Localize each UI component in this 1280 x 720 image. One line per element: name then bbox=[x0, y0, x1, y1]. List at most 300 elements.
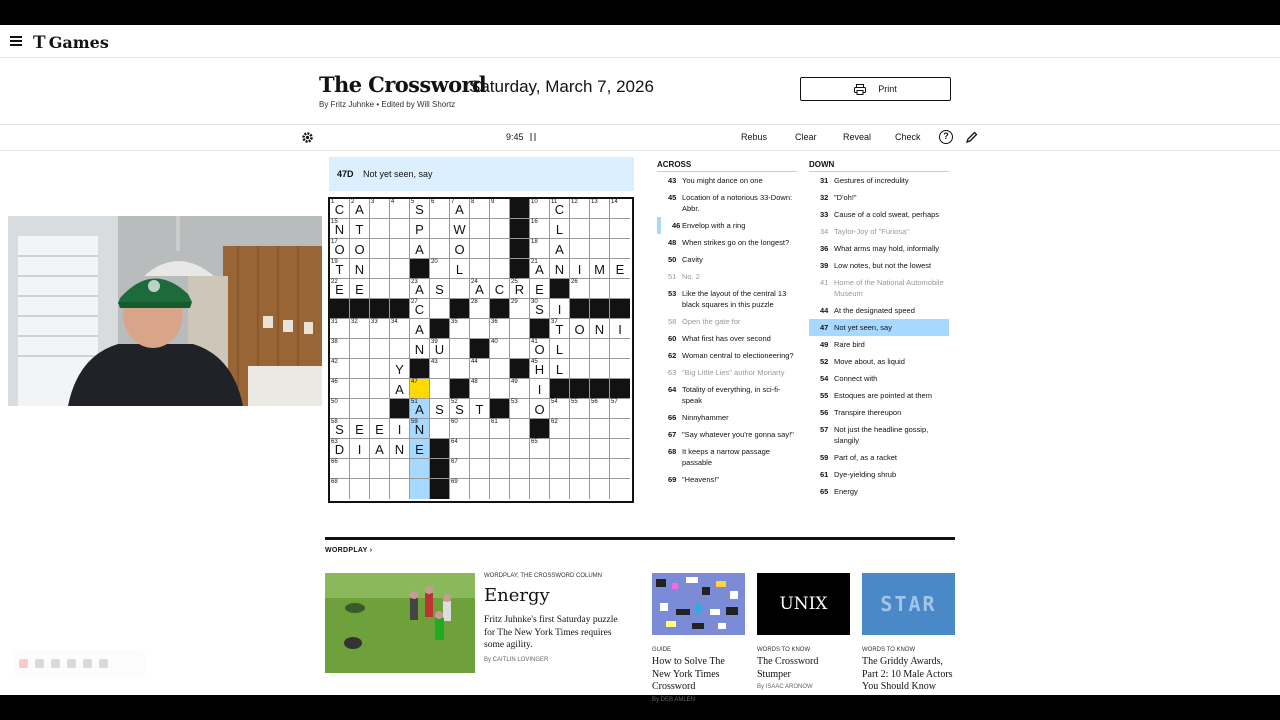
down-clue-item[interactable] bbox=[809, 206, 949, 223]
grid-cell[interactable] bbox=[370, 199, 390, 219]
grid-cell[interactable] bbox=[570, 359, 590, 379]
down-clue-item[interactable] bbox=[809, 189, 949, 206]
grid-cell[interactable] bbox=[550, 419, 570, 439]
grid-cell[interactable] bbox=[610, 419, 630, 439]
grid-cell[interactable] bbox=[590, 399, 610, 419]
clue-text: Dye-yielding shrub bbox=[834, 470, 897, 479]
grid-cell[interactable] bbox=[370, 319, 390, 339]
grid-cell[interactable] bbox=[510, 299, 530, 319]
cell-letter: A bbox=[475, 282, 484, 297]
clue-text: When strikes go on the longest? bbox=[682, 238, 790, 247]
grid-cell[interactable] bbox=[350, 239, 370, 259]
grid-cell[interactable] bbox=[370, 459, 390, 479]
grid-cell[interactable] bbox=[590, 359, 610, 379]
grid-cell[interactable] bbox=[490, 379, 510, 399]
clue-text: Part of, as a racket bbox=[834, 453, 897, 462]
across-clue-item[interactable] bbox=[657, 426, 797, 443]
across-clue-item[interactable] bbox=[657, 443, 797, 471]
grid-cell[interactable] bbox=[410, 419, 430, 439]
grid-cell[interactable] bbox=[470, 299, 490, 319]
grid-cell[interactable] bbox=[430, 219, 450, 239]
grid-cell[interactable] bbox=[430, 259, 450, 279]
check-button[interactable]: Check bbox=[895, 132, 921, 142]
grid-cell[interactable] bbox=[410, 199, 430, 219]
grid-cell[interactable] bbox=[350, 259, 370, 279]
grid-cell[interactable] bbox=[370, 479, 390, 499]
chevron-right-icon[interactable] bbox=[99, 659, 108, 668]
grid-cell[interactable] bbox=[410, 379, 430, 399]
grid-cell[interactable] bbox=[350, 479, 370, 499]
grid-cell[interactable] bbox=[550, 259, 570, 279]
help-icon[interactable]: ? bbox=[939, 130, 953, 144]
grid-cell[interactable] bbox=[410, 279, 430, 299]
across-clue-item[interactable] bbox=[657, 217, 797, 234]
grid-cell[interactable] bbox=[410, 399, 430, 419]
grid-cell[interactable] bbox=[350, 219, 370, 239]
grid-cell[interactable] bbox=[410, 319, 430, 339]
grid-cell[interactable] bbox=[430, 239, 450, 259]
grid-cell[interactable] bbox=[530, 439, 550, 459]
grid-cell[interactable] bbox=[370, 339, 390, 359]
down-clue-item[interactable] bbox=[809, 336, 949, 353]
card-headline[interactable]: The Crossword Stumper bbox=[757, 656, 819, 680]
cell-letter: I bbox=[397, 422, 402, 437]
grid-cell[interactable] bbox=[470, 259, 490, 279]
across-clue-item[interactable] bbox=[657, 347, 797, 364]
grid-cell[interactable] bbox=[330, 379, 350, 399]
grid-cell[interactable] bbox=[510, 459, 530, 479]
nyt-t-logo: T bbox=[33, 32, 46, 53]
cell-number: 51 bbox=[411, 399, 418, 405]
down-clue-item[interactable] bbox=[809, 257, 949, 274]
grid-cell[interactable] bbox=[450, 199, 470, 219]
grid-cell[interactable] bbox=[490, 419, 510, 439]
grid-cell[interactable] bbox=[490, 199, 510, 219]
grid-cell[interactable] bbox=[570, 219, 590, 239]
grid-cell[interactable] bbox=[370, 419, 390, 439]
print-button[interactable] bbox=[800, 77, 951, 101]
cell-letter: N bbox=[594, 322, 605, 337]
black-square bbox=[450, 299, 470, 319]
grid-cell[interactable] bbox=[550, 339, 570, 359]
grid-cell[interactable] bbox=[350, 339, 370, 359]
grid-cell[interactable] bbox=[450, 439, 470, 459]
article-card-stumper[interactable] bbox=[757, 573, 850, 690]
grid-cell[interactable] bbox=[430, 279, 450, 299]
grid-cell[interactable] bbox=[530, 479, 550, 499]
grid-cell[interactable] bbox=[490, 459, 510, 479]
grid-cell[interactable] bbox=[450, 239, 470, 259]
across-clue-item[interactable] bbox=[657, 251, 797, 268]
grid-cell[interactable] bbox=[450, 479, 470, 499]
grid-cell[interactable] bbox=[550, 299, 570, 319]
grid-cell[interactable] bbox=[490, 279, 510, 299]
grid-cell[interactable] bbox=[610, 239, 630, 259]
grid-cell[interactable] bbox=[590, 419, 610, 439]
grid-cell[interactable] bbox=[470, 379, 490, 399]
grid-cell[interactable] bbox=[350, 399, 370, 419]
grid-cell[interactable] bbox=[390, 479, 410, 499]
grid-cell[interactable] bbox=[430, 299, 450, 319]
down-clue-item[interactable] bbox=[809, 274, 949, 302]
across-heading: ACROSS bbox=[657, 160, 692, 169]
grid-cell[interactable] bbox=[610, 199, 630, 219]
across-clue-item[interactable] bbox=[657, 172, 797, 189]
cell-letter: E bbox=[535, 282, 544, 297]
grid-cell[interactable] bbox=[470, 239, 490, 259]
grid-cell[interactable] bbox=[550, 219, 570, 239]
down-clue-item[interactable] bbox=[809, 172, 949, 189]
grid-cell[interactable] bbox=[570, 199, 590, 219]
grid-cell[interactable] bbox=[390, 339, 410, 359]
grid-cell[interactable] bbox=[570, 319, 590, 339]
record-stop-icon[interactable] bbox=[19, 659, 28, 668]
card-headline[interactable]: The Griddy Awards, Part 2: 10 Male Actors You Should Know bbox=[862, 656, 953, 692]
grid-cell[interactable] bbox=[330, 339, 350, 359]
cell-number: 42 bbox=[331, 359, 338, 365]
down-clue-item[interactable] bbox=[809, 370, 949, 387]
grid-cell[interactable] bbox=[370, 399, 390, 419]
grid-cell[interactable] bbox=[430, 399, 450, 419]
cell-number: 28 bbox=[471, 299, 478, 305]
clue-text: You might dance on one bbox=[682, 176, 763, 185]
pause-record-icon[interactable] bbox=[35, 659, 44, 668]
reveal-button[interactable]: Reveal bbox=[843, 132, 872, 142]
grid-cell[interactable] bbox=[590, 459, 610, 479]
grid-cell[interactable] bbox=[410, 219, 430, 239]
down-clue-item[interactable] bbox=[809, 302, 949, 319]
grid-cell[interactable] bbox=[370, 279, 390, 299]
clue-text: It keeps a narrow passage passable bbox=[682, 447, 770, 467]
hamburger-menu-icon[interactable] bbox=[10, 36, 22, 46]
grid-cell[interactable] bbox=[610, 339, 630, 359]
grid-cell[interactable] bbox=[490, 359, 510, 379]
cell-number: 61 bbox=[491, 419, 498, 425]
grid-cell[interactable] bbox=[330, 219, 350, 239]
down-clue-list bbox=[809, 171, 949, 511]
grid-cell[interactable] bbox=[350, 459, 370, 479]
grid-cell[interactable] bbox=[490, 339, 510, 359]
grid-cell[interactable] bbox=[570, 239, 590, 259]
grid-cell[interactable] bbox=[610, 259, 630, 279]
grid-cell[interactable] bbox=[450, 339, 470, 359]
grid-cell[interactable] bbox=[570, 399, 590, 419]
across-clue-item[interactable] bbox=[657, 268, 797, 285]
cell-number: 34 bbox=[391, 319, 398, 325]
nyt-games-page bbox=[0, 25, 1280, 703]
grid-cell[interactable] bbox=[410, 439, 430, 459]
grid-cell[interactable] bbox=[550, 199, 570, 219]
grid-cell[interactable] bbox=[490, 439, 510, 459]
grid-cell[interactable] bbox=[510, 379, 530, 399]
grid-cell[interactable] bbox=[470, 359, 490, 379]
grid-cell[interactable] bbox=[510, 279, 530, 299]
grid-cell[interactable] bbox=[330, 359, 350, 379]
grid-cell[interactable] bbox=[550, 239, 570, 259]
grid-cell[interactable] bbox=[530, 399, 550, 419]
grid-cell[interactable] bbox=[530, 259, 550, 279]
grid-cell[interactable] bbox=[510, 399, 530, 419]
grid-cell[interactable] bbox=[570, 479, 590, 499]
grid-cell[interactable] bbox=[350, 199, 370, 219]
grid-cell[interactable] bbox=[590, 219, 610, 239]
grid-cell[interactable] bbox=[450, 259, 470, 279]
grid-cell[interactable] bbox=[370, 239, 390, 259]
grid-cell[interactable] bbox=[530, 199, 550, 219]
across-clue-item[interactable] bbox=[657, 234, 797, 251]
grid-cell[interactable] bbox=[610, 219, 630, 239]
grid-cell[interactable] bbox=[470, 319, 490, 339]
grid-cell[interactable] bbox=[390, 359, 410, 379]
across-clue-item[interactable] bbox=[657, 409, 797, 426]
grid-cell[interactable] bbox=[530, 299, 550, 319]
grid-cell[interactable] bbox=[470, 219, 490, 239]
grid-cell[interactable] bbox=[430, 339, 450, 359]
grid-cell[interactable] bbox=[510, 319, 530, 339]
grid-cell[interactable] bbox=[590, 259, 610, 279]
grid-cell[interactable] bbox=[510, 419, 530, 439]
grid-cell[interactable] bbox=[450, 399, 470, 419]
restart-icon[interactable] bbox=[51, 659, 60, 668]
cell-letter: S bbox=[455, 402, 464, 417]
grid-cell[interactable] bbox=[610, 359, 630, 379]
grid-cell[interactable] bbox=[330, 439, 350, 459]
grid-cell[interactable] bbox=[330, 399, 350, 419]
pause-icon[interactable] bbox=[530, 133, 536, 141]
grid-cell[interactable] bbox=[330, 259, 350, 279]
grid-cell[interactable] bbox=[530, 359, 550, 379]
grid-cell[interactable] bbox=[390, 439, 410, 459]
cell-letter: E bbox=[615, 262, 625, 277]
grid-cell[interactable] bbox=[330, 459, 350, 479]
grid-cell[interactable] bbox=[330, 319, 350, 339]
grid-cell[interactable] bbox=[330, 239, 350, 259]
grid-cell[interactable] bbox=[590, 339, 610, 359]
grid-cell[interactable] bbox=[370, 359, 390, 379]
grid-cell[interactable] bbox=[470, 439, 490, 459]
grid-cell[interactable] bbox=[570, 419, 590, 439]
across-clue-item[interactable] bbox=[657, 330, 797, 347]
grid-cell[interactable] bbox=[590, 439, 610, 459]
grid-cell[interactable] bbox=[330, 419, 350, 439]
grid-cell[interactable] bbox=[570, 259, 590, 279]
down-clue-item[interactable] bbox=[809, 353, 949, 370]
wordplay-link[interactable]: WORDPLAY › bbox=[325, 547, 373, 554]
cell-number: 7 bbox=[451, 199, 455, 205]
grid-cell[interactable] bbox=[490, 219, 510, 239]
grid-cell[interactable] bbox=[410, 459, 430, 479]
grid-cell[interactable] bbox=[610, 479, 630, 499]
cell-letter: A bbox=[395, 382, 404, 397]
grid-cell[interactable] bbox=[390, 419, 410, 439]
grid-cell[interactable] bbox=[490, 319, 510, 339]
grid-cell[interactable] bbox=[510, 339, 530, 359]
down-clue-item[interactable] bbox=[809, 223, 949, 240]
grid-cell[interactable] bbox=[390, 259, 410, 279]
grid-cell[interactable] bbox=[530, 379, 550, 399]
grid-cell[interactable] bbox=[350, 279, 370, 299]
grid-cell[interactable] bbox=[530, 339, 550, 359]
grid-cell[interactable] bbox=[490, 259, 510, 279]
grid-cell[interactable] bbox=[350, 419, 370, 439]
grid-cell[interactable] bbox=[470, 419, 490, 439]
down-clue-item[interactable] bbox=[809, 421, 949, 449]
grid-cell[interactable] bbox=[350, 319, 370, 339]
feature-headline[interactable]: Energy bbox=[484, 585, 550, 606]
clue-number: 34 bbox=[820, 227, 829, 236]
grid-cell[interactable] bbox=[330, 479, 350, 499]
grid-cell[interactable] bbox=[370, 439, 390, 459]
grid-cell[interactable] bbox=[450, 279, 470, 299]
rebus-button[interactable]: Rebus bbox=[741, 132, 768, 142]
grid-cell[interactable] bbox=[450, 219, 470, 239]
grid-cell[interactable] bbox=[430, 359, 450, 379]
grid-cell[interactable] bbox=[410, 239, 430, 259]
pencil-icon[interactable] bbox=[966, 131, 978, 143]
grid-cell[interactable] bbox=[610, 459, 630, 479]
clue-number: 44 bbox=[820, 306, 829, 315]
grid-cell[interactable] bbox=[390, 219, 410, 239]
across-clue-item[interactable] bbox=[657, 189, 797, 217]
delete-icon[interactable] bbox=[67, 659, 76, 668]
grid-cell[interactable] bbox=[470, 199, 490, 219]
grid-cell[interactable] bbox=[450, 319, 470, 339]
cell-number: 62 bbox=[551, 419, 558, 425]
grid-cell[interactable] bbox=[490, 479, 510, 499]
grid-cell[interactable] bbox=[550, 459, 570, 479]
grid-cell[interactable] bbox=[590, 279, 610, 299]
grid-cell[interactable] bbox=[390, 379, 410, 399]
cell-letter: D bbox=[334, 442, 345, 457]
down-clue-item[interactable] bbox=[809, 240, 949, 257]
cell-number: 55 bbox=[571, 399, 578, 405]
cell-letter: T bbox=[355, 222, 364, 237]
grid-cell[interactable] bbox=[450, 359, 470, 379]
cell-number: 9 bbox=[491, 199, 495, 205]
across-clue-item[interactable] bbox=[657, 313, 797, 330]
grid-cell[interactable] bbox=[350, 379, 370, 399]
grid-cell[interactable] bbox=[370, 379, 390, 399]
grid-cell[interactable] bbox=[410, 339, 430, 359]
black-square bbox=[430, 479, 450, 499]
grid-cell[interactable] bbox=[450, 419, 470, 439]
pointer-icon[interactable] bbox=[83, 659, 92, 668]
grid-cell[interactable] bbox=[470, 459, 490, 479]
grid-cell[interactable] bbox=[610, 319, 630, 339]
down-clue-item[interactable] bbox=[809, 449, 949, 466]
grid-cell[interactable] bbox=[610, 399, 630, 419]
grid-cell[interactable] bbox=[430, 379, 450, 399]
grid-cell[interactable] bbox=[490, 239, 510, 259]
grid-cell[interactable] bbox=[530, 239, 550, 259]
grid-cell[interactable] bbox=[390, 239, 410, 259]
grid-cell[interactable] bbox=[530, 459, 550, 479]
grid-cell[interactable] bbox=[590, 239, 610, 259]
down-clue-item[interactable] bbox=[809, 466, 949, 483]
grid-cell[interactable] bbox=[390, 199, 410, 219]
grid-cell[interactable] bbox=[470, 479, 490, 499]
grid-cell[interactable] bbox=[530, 279, 550, 299]
grid-cell[interactable] bbox=[590, 199, 610, 219]
across-clue-item[interactable] bbox=[657, 471, 797, 488]
grid-cell[interactable] bbox=[610, 439, 630, 459]
grid-cell[interactable] bbox=[330, 199, 350, 219]
down-clue-item[interactable] bbox=[809, 319, 949, 336]
cell-letter: C bbox=[494, 282, 505, 297]
cell-letter: C bbox=[554, 202, 565, 217]
cell-letter: A bbox=[415, 242, 424, 257]
grid-cell[interactable] bbox=[430, 419, 450, 439]
games-logo[interactable] bbox=[33, 32, 109, 54]
grid-cell[interactable] bbox=[550, 479, 570, 499]
grid-cell[interactable] bbox=[430, 199, 450, 219]
grid-cell[interactable] bbox=[350, 439, 370, 459]
article-card-griddy[interactable] bbox=[862, 573, 955, 694]
across-clue-item[interactable] bbox=[657, 381, 797, 409]
grid-cell[interactable] bbox=[590, 479, 610, 499]
grid-cell[interactable] bbox=[470, 279, 490, 299]
grid-cell[interactable] bbox=[530, 219, 550, 239]
grid-cell[interactable] bbox=[470, 399, 490, 419]
card-image[interactable] bbox=[757, 573, 850, 635]
cell-letter: E bbox=[335, 282, 344, 297]
grid-cell[interactable] bbox=[550, 399, 570, 419]
grid-cell[interactable] bbox=[330, 279, 350, 299]
down-clue-item[interactable] bbox=[809, 483, 949, 500]
settings-gear-icon[interactable] bbox=[301, 131, 314, 144]
card-image[interactable] bbox=[652, 573, 745, 635]
wordplay-feature-image[interactable] bbox=[325, 573, 475, 673]
clear-button[interactable]: Clear bbox=[795, 132, 817, 142]
across-clue-item[interactable] bbox=[657, 285, 797, 313]
cell-letter: S bbox=[535, 302, 544, 317]
grid-cell[interactable] bbox=[570, 459, 590, 479]
article-card-guide[interactable] bbox=[652, 573, 745, 703]
across-clue-item[interactable] bbox=[657, 364, 797, 381]
grid-cell[interactable] bbox=[370, 259, 390, 279]
grid-cell[interactable] bbox=[350, 359, 370, 379]
card-image[interactable] bbox=[862, 573, 955, 635]
grid-cell[interactable] bbox=[450, 459, 470, 479]
clue-number: 49 bbox=[820, 340, 829, 349]
clue-number: 33 bbox=[820, 210, 829, 219]
grid-cell[interactable] bbox=[610, 279, 630, 299]
grid-cell[interactable] bbox=[590, 319, 610, 339]
grid-cell[interactable] bbox=[570, 279, 590, 299]
grid-cell[interactable] bbox=[410, 299, 430, 319]
black-square bbox=[550, 279, 570, 299]
down-clue-item[interactable] bbox=[809, 387, 949, 404]
black-square bbox=[430, 439, 450, 459]
grid-cell[interactable] bbox=[550, 319, 570, 339]
grid-cell[interactable] bbox=[410, 479, 430, 499]
down-clue-item[interactable] bbox=[809, 404, 949, 421]
grid-cell[interactable] bbox=[570, 339, 590, 359]
cell-letter: N bbox=[334, 222, 345, 237]
grid-cell[interactable] bbox=[390, 319, 410, 339]
clue-number: 47 bbox=[820, 323, 829, 332]
grid-cell[interactable] bbox=[510, 439, 530, 459]
current-clue-number: 47D bbox=[337, 169, 354, 179]
grid-cell[interactable] bbox=[390, 279, 410, 299]
grid-cell[interactable] bbox=[390, 459, 410, 479]
card-headline[interactable]: How to Solve The New York Times Crossword bbox=[652, 656, 725, 692]
grid-cell[interactable] bbox=[570, 439, 590, 459]
grid-cell[interactable] bbox=[510, 479, 530, 499]
grid-cell[interactable] bbox=[550, 439, 570, 459]
grid-cell[interactable] bbox=[370, 219, 390, 239]
grid-cell[interactable] bbox=[550, 359, 570, 379]
